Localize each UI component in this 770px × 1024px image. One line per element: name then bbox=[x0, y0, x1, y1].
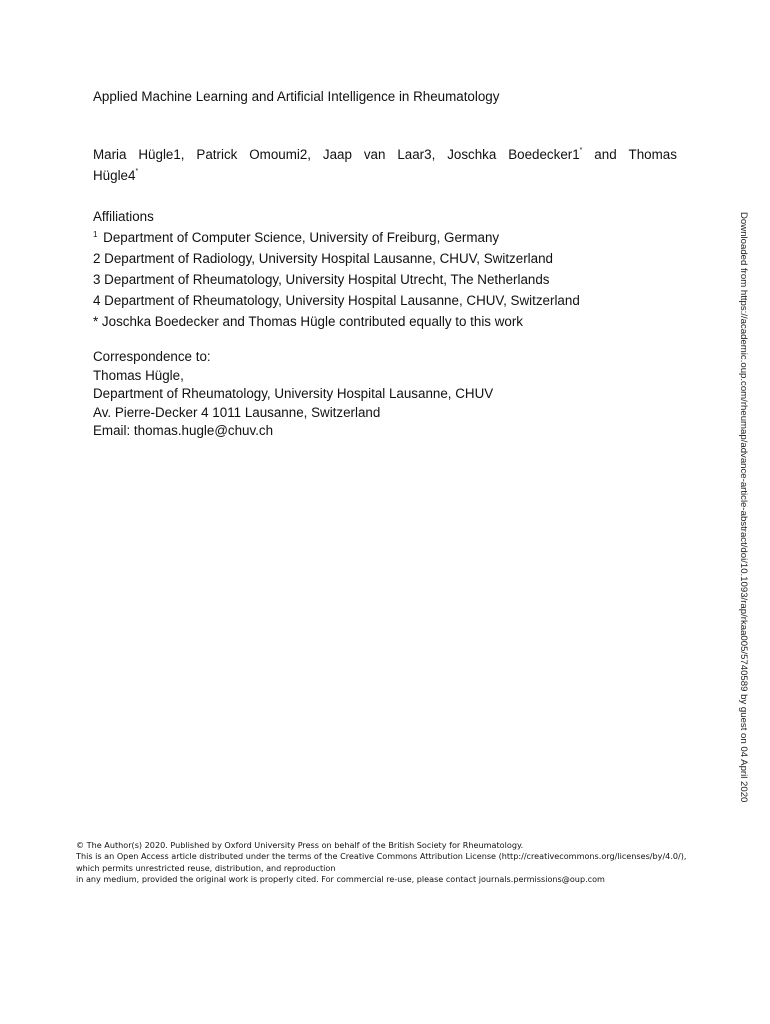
author-word: Jaap bbox=[322, 147, 352, 162]
equal-contribution-marker: * bbox=[579, 147, 583, 154]
author-word: Thomas bbox=[628, 147, 677, 162]
correspondence-block bbox=[93, 348, 493, 441]
affiliations-heading: Affiliations bbox=[93, 209, 154, 224]
author-word: Hügle1, bbox=[138, 147, 185, 162]
author-word: Omoumi2, bbox=[249, 147, 312, 162]
equal-contribution-marker: * bbox=[135, 168, 139, 175]
author-word: Maria bbox=[93, 147, 127, 162]
author-word: and bbox=[594, 147, 617, 162]
author-word: Laar3, bbox=[397, 147, 436, 162]
correspondence-email: Email: thomas.hugle@chuv.ch bbox=[93, 423, 274, 438]
author-list bbox=[93, 144, 677, 186]
author-word: van bbox=[363, 147, 386, 162]
author-word: Boedecker1* bbox=[508, 147, 583, 162]
affiliation-number: 1 bbox=[93, 230, 98, 239]
author-word: Joschka bbox=[447, 147, 497, 162]
affiliation-item: 2 Department of Radiology, University Hospital Lausanne, CHUV, Switzerland bbox=[93, 251, 553, 266]
license-line: in any medium, provided the original work is properly cited. For commercial re-use, please contact journals.permissions@oup.com bbox=[76, 874, 605, 885]
affiliations-block bbox=[93, 206, 580, 332]
author-word: Patrick bbox=[196, 147, 238, 162]
license-line: This is an Open Access article distributed under the terms of the Creative Commons Attribution License (http://creativecommons.org/licenses/by/4.0/), bbox=[76, 851, 687, 862]
correspondence-department: Department of Rheumatology, University Hospital Lausanne, CHUV bbox=[93, 386, 494, 401]
author-word: Hügle4 bbox=[93, 168, 136, 183]
equal-contribution-note: * Joschka Boedecker and Thomas Hügle contributed equally to this work bbox=[93, 314, 523, 329]
author-line-1 bbox=[93, 144, 677, 165]
paper-title: Applied Machine Learning and Artificial Intelligence in Rheumatology bbox=[93, 89, 500, 104]
download-watermark: Downloaded from https://academic.oup.com/rheumap/advance-article-abstract/doi/10.1093/rap/rkaa005/5740589 by guest on 04 April 2020 bbox=[738, 212, 749, 803]
affiliation-item bbox=[93, 227, 580, 248]
affiliation-item: 3 Department of Rheumatology, University Hospital Utrecht, The Netherlands bbox=[93, 272, 550, 287]
correspondence-heading: Correspondence to: bbox=[93, 349, 211, 364]
copyright-line: © The Author(s) 2020. Published by Oxford University Press on behalf of the British Society for Rheumatology. bbox=[76, 840, 524, 850]
author-line-2 bbox=[93, 165, 677, 186]
license-line: which permits unrestricted reuse, distribution, and reproduction bbox=[76, 862, 336, 873]
affiliation-item: 4 Department of Rheumatology, University Hospital Lausanne, CHUV, Switzerland bbox=[93, 293, 580, 308]
correspondence-name: Thomas Hügle, bbox=[93, 367, 184, 383]
affiliation-text: Department of Computer Science, University of Freiburg, Germany bbox=[99, 230, 500, 245]
license-footer bbox=[76, 840, 687, 886]
correspondence-address: Av. Pierre-Decker 4 1011 Lausanne, Switzerland bbox=[93, 404, 381, 420]
